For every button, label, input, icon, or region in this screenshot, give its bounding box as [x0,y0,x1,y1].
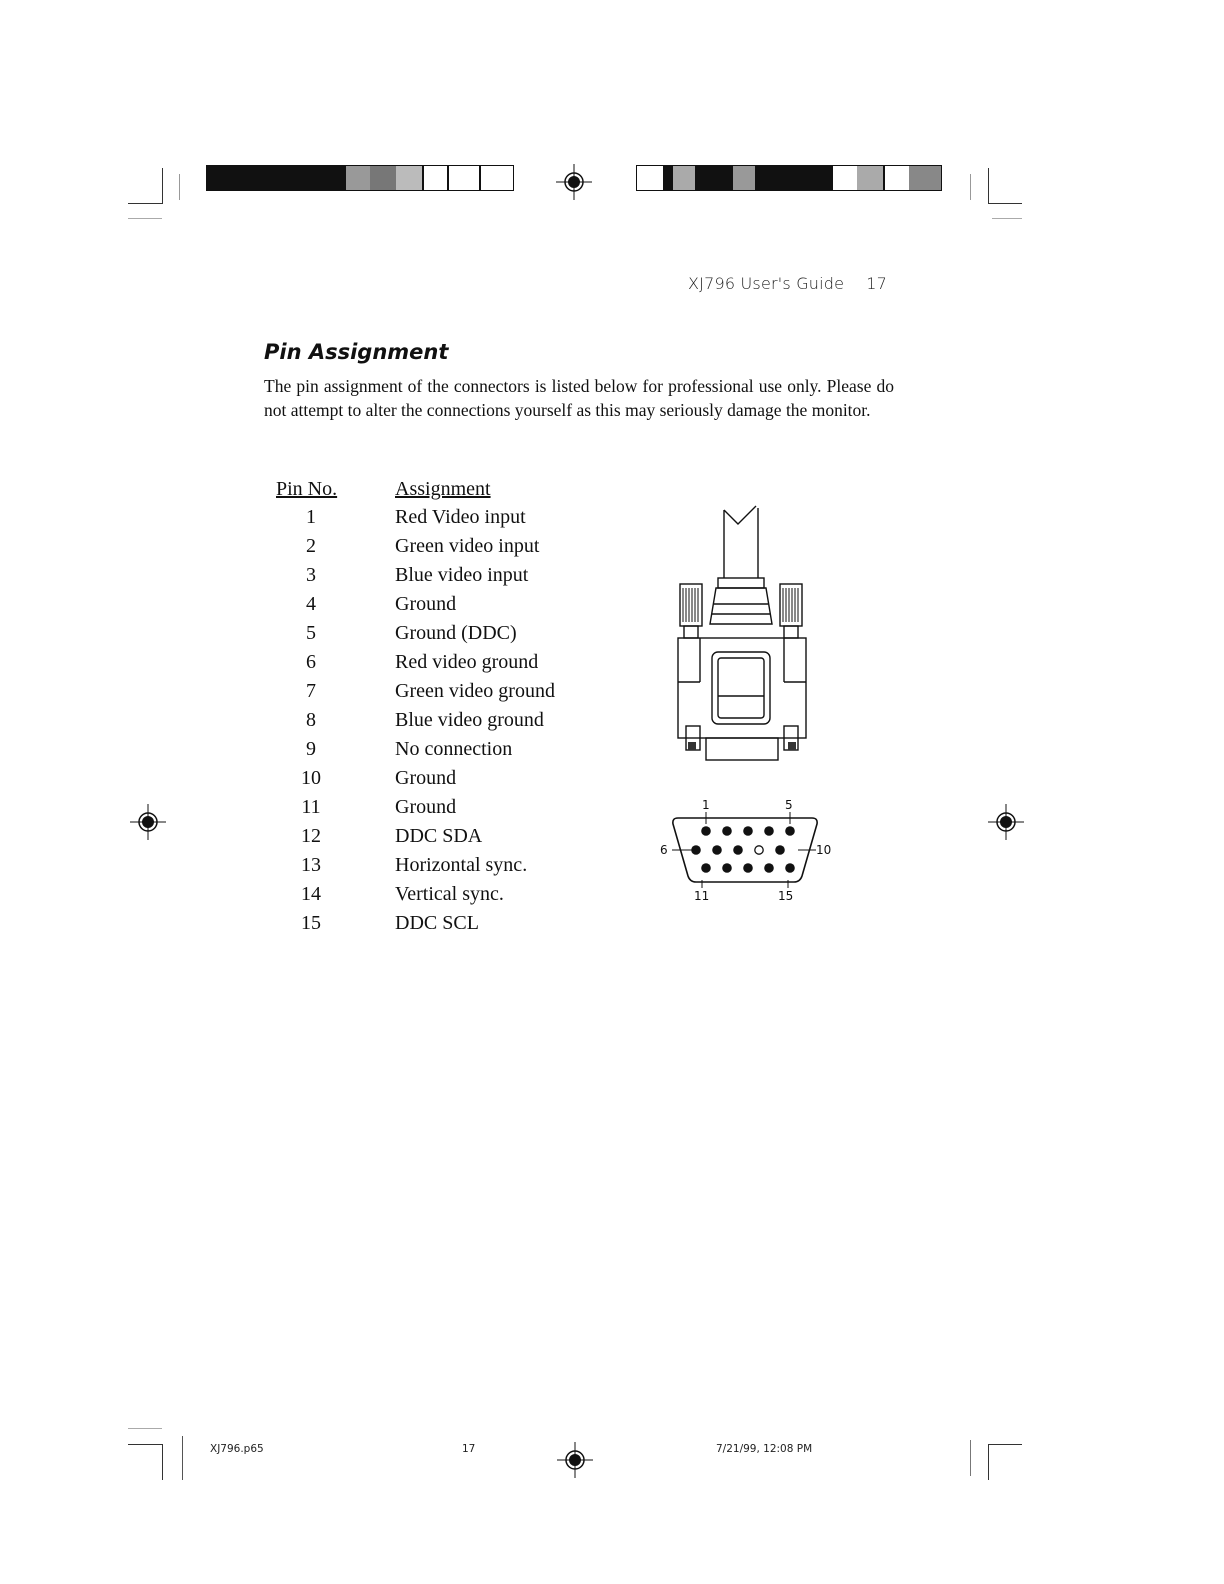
pin-number: 5 [306,622,316,644]
vga-connector-illustration [670,500,820,768]
page-number: 17 [866,274,887,293]
pin-assignment: Ground [395,767,457,789]
section-title: Pin Assignment [264,340,449,364]
table-row [270,825,600,854]
table-row [270,912,600,941]
pin-number: 11 [301,796,321,818]
pin-label-15: 15 [778,889,794,903]
footer-page: 17 [462,1443,476,1455]
registration-target-icon [128,802,168,842]
pin-column-header: Pin No. [276,478,338,500]
pin-assignment: Red video ground [395,651,539,673]
pin-number: 13 [301,854,321,876]
pin-number: 7 [306,680,316,702]
table-row [270,680,600,709]
table-row [270,622,600,651]
pin-label-5: 5 [785,798,793,812]
table-row [270,506,600,535]
pin-number: 2 [306,535,316,557]
pin-label-1: 1 [702,798,710,812]
pin-label-11: 11 [694,889,710,903]
color-bar-right [636,165,942,191]
pin-assignment: Ground [395,796,457,818]
pin-assignment: DDC SDA [395,825,483,847]
pin-number: 10 [301,767,321,789]
registration-target-icon [555,1440,595,1480]
pin-label-6: 6 [660,843,668,857]
table-row [270,709,600,738]
table-row [270,767,600,796]
table-row [270,651,600,680]
table-row [270,854,600,883]
table-row [270,593,600,622]
color-bar-left [206,165,514,191]
pin-number: 14 [301,883,321,905]
dsub-pinout-diagram [650,796,840,906]
table-row [270,796,600,825]
pin-assignment: Horizontal sync. [395,854,528,876]
registration-target-icon [986,802,1026,842]
pin-number: 8 [306,709,316,731]
pin-assignment: Ground (DDC) [395,622,517,644]
table-row [270,738,600,767]
pin-number: 6 [306,651,316,673]
table-row [270,883,600,912]
pin-number: 1 [306,506,316,528]
pin-assignment: No connection [395,738,513,760]
footer-filename: XJ796.p65 [210,1443,264,1455]
pin-number: 4 [306,593,316,615]
pin-number: 9 [306,738,316,760]
pin-assignment: Ground [395,593,457,615]
table-row [270,564,600,593]
footer-timestamp: 7/21/99, 12:08 PM [716,1443,813,1455]
pin-label-10: 10 [816,843,832,857]
running-head [688,274,888,293]
pin-assignment: Vertical sync. [395,883,504,905]
pin-number: 12 [301,825,321,847]
registration-target-icon [554,162,594,202]
pin-number: 3 [306,564,316,586]
guide-title: XJ796 User's Guide [688,274,845,293]
pin-assignment: Blue video input [395,564,529,586]
assignment-column-header: Assignment [395,478,491,500]
intro-paragraph: The pin assignment of the connectors is listed below for professional use only. Please do not attempt to alter the connections yourself as this may seriously damage the monitor. [264,376,894,420]
pin-number: 15 [301,912,321,934]
pin-assignment: Blue video ground [395,709,544,731]
pin-assignment: Green video input [395,535,540,557]
pin-assignment: DDC SCL [395,912,479,934]
table-row [270,535,600,564]
pin-assignment: Green video ground [395,680,555,702]
pin-assignment: Red Video input [395,506,526,528]
